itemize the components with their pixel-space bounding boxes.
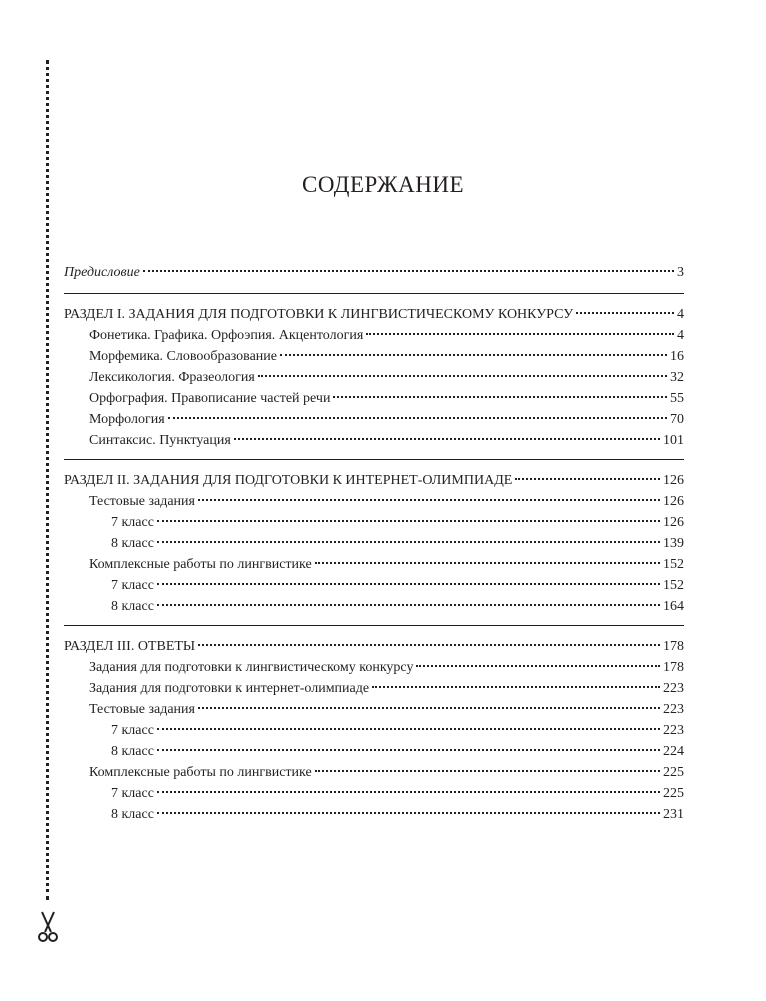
- dot-leader: [515, 478, 660, 480]
- toc-entry-page-number: 223: [663, 723, 684, 738]
- toc-entry: [64, 430, 684, 451]
- toc-entry-label: Задания для подготовки к лингвистическому конкурсу: [89, 660, 414, 675]
- toc-entry-label: Комплексные работы по лингвистике: [89, 557, 312, 572]
- toc-entry: [64, 783, 684, 804]
- dot-leader: [315, 770, 660, 772]
- toc-entry-page-number: 32: [670, 370, 684, 385]
- toc-entry: [64, 388, 684, 409]
- dot-leader: [157, 749, 660, 751]
- dot-leader: [366, 333, 674, 335]
- toc-entry-label: 8 класс: [111, 744, 154, 759]
- toc-entry: [64, 512, 684, 533]
- toc-entry-page-number: 4: [677, 307, 684, 322]
- toc-entry: [64, 533, 684, 554]
- toc-entry-label: Морфемика. Словообразование: [89, 349, 278, 364]
- dot-leader: [143, 270, 674, 272]
- toc-entry: [64, 596, 684, 617]
- dot-leader: [157, 541, 660, 543]
- toc-entry: [64, 575, 684, 596]
- toc-entry-label: Предисловие: [64, 265, 140, 280]
- toc-entry: [64, 325, 684, 346]
- toc-entry-page-number: 126: [663, 515, 684, 530]
- toc-entry-label: 8 класс: [111, 599, 154, 614]
- toc-entry-label: Задания для подготовки к интернет-олимпиаде: [89, 681, 370, 696]
- section-divider: [64, 625, 684, 626]
- toc-entry-label: РАЗДЕЛ I. ЗАДАНИЯ ДЛЯ ПОДГОТОВКИ К ЛИНГВИСТИЧЕСКОМУ КОНКУРСУ: [64, 307, 574, 322]
- toc-entry: [64, 678, 684, 699]
- toc-entry-label: РАЗДЕЛ II. ЗАДАНИЯ ДЛЯ ПОДГОТОВКИ К ИНТЕРНЕТ-ОЛИМПИАДЕ: [64, 473, 513, 488]
- toc-entry: [64, 636, 684, 657]
- toc-entry: [64, 346, 684, 367]
- dot-leader: [157, 791, 660, 793]
- section-divider: [64, 459, 684, 460]
- toc-entry: [64, 470, 684, 491]
- toc-entry-page-number: 152: [663, 557, 684, 572]
- dot-leader: [198, 644, 660, 646]
- toc-entry-page-number: 70: [670, 412, 684, 427]
- dot-leader: [416, 665, 660, 667]
- toc-entry-page-number: 231: [663, 807, 684, 822]
- toc-entry: [64, 554, 684, 575]
- scissors-icon: [36, 910, 60, 944]
- dot-leader: [157, 520, 660, 522]
- section-divider: [64, 293, 684, 294]
- toc-entry: [64, 804, 684, 825]
- toc-entry-page-number: 223: [663, 681, 684, 696]
- toc-entry: [64, 720, 684, 741]
- toc-entry: [64, 491, 684, 512]
- dot-leader: [315, 562, 660, 564]
- toc-entry-label: 7 класс: [111, 786, 154, 801]
- toc-entry-label: РАЗДЕЛ III. ОТВЕТЫ: [64, 639, 196, 654]
- toc-entry-page-number: 126: [663, 473, 684, 488]
- toc-entry: [64, 367, 684, 388]
- toc-entry-page-number: 4: [677, 328, 684, 343]
- toc-entry: [64, 657, 684, 678]
- dot-leader: [372, 686, 660, 688]
- toc-entry-page-number: 139: [663, 536, 684, 551]
- toc-entry-page-number: 223: [663, 702, 684, 717]
- toc-entry-label: Орфография. Правописание частей речи: [89, 391, 331, 406]
- dot-leader: [157, 728, 660, 730]
- toc-entry-label: Тестовые задания: [89, 702, 195, 717]
- toc-entry-label: 7 класс: [111, 723, 154, 738]
- toc-entry-page-number: 55: [670, 391, 684, 406]
- toc-entry-page-number: 3: [677, 265, 684, 280]
- dot-leader: [157, 604, 660, 606]
- toc-entry-page-number: 101: [663, 433, 684, 448]
- dot-leader: [157, 583, 660, 585]
- toc-entry: [64, 741, 684, 762]
- table-of-contents: [64, 262, 684, 825]
- dot-leader: [333, 396, 667, 398]
- dot-leader: [157, 812, 660, 814]
- dot-leader: [576, 312, 674, 314]
- toc-entry-page-number: 178: [663, 660, 684, 675]
- page-title: СОДЕРЖАНИЕ: [301, 172, 464, 197]
- toc-entry: [64, 762, 684, 783]
- dot-leader: [168, 417, 667, 419]
- toc-entry-label: 7 класс: [111, 578, 154, 593]
- toc-entry-page-number: 152: [663, 578, 684, 593]
- toc-entry-label: Фонетика. Графика. Орфоэпия. Акцентология: [89, 328, 364, 343]
- dot-leader: [198, 499, 660, 501]
- toc-entry-label: Комплексные работы по лингвистике: [89, 765, 312, 780]
- toc-entry: [64, 409, 684, 430]
- toc-entry-page-number: 225: [663, 786, 684, 801]
- toc-entry-label: Тестовые задания: [89, 494, 195, 509]
- toc-entry-label: Морфология: [89, 412, 165, 427]
- toc-entry: [64, 699, 684, 720]
- toc-entry-label: Лексикология. Фразеология: [89, 370, 255, 385]
- toc-entry-label: 8 класс: [111, 807, 154, 822]
- toc-entry-page-number: 164: [663, 599, 684, 614]
- toc-entry: [64, 262, 684, 283]
- toc-entry-page-number: 126: [663, 494, 684, 509]
- toc-entry-page-number: 178: [663, 639, 684, 654]
- dot-leader: [234, 438, 660, 440]
- dot-leader: [280, 354, 667, 356]
- toc-entry: [64, 304, 684, 325]
- toc-entry-page-number: 16: [670, 349, 684, 364]
- toc-entry-label: 8 класс: [111, 536, 154, 551]
- toc-entry-label: 7 класс: [111, 515, 154, 530]
- toc-entry-page-number: 225: [663, 765, 684, 780]
- dot-leader: [258, 375, 667, 377]
- dot-leader: [198, 707, 660, 709]
- toc-entry-label: Синтаксис. Пунктуация: [89, 433, 231, 448]
- toc-entry-page-number: 224: [663, 744, 684, 759]
